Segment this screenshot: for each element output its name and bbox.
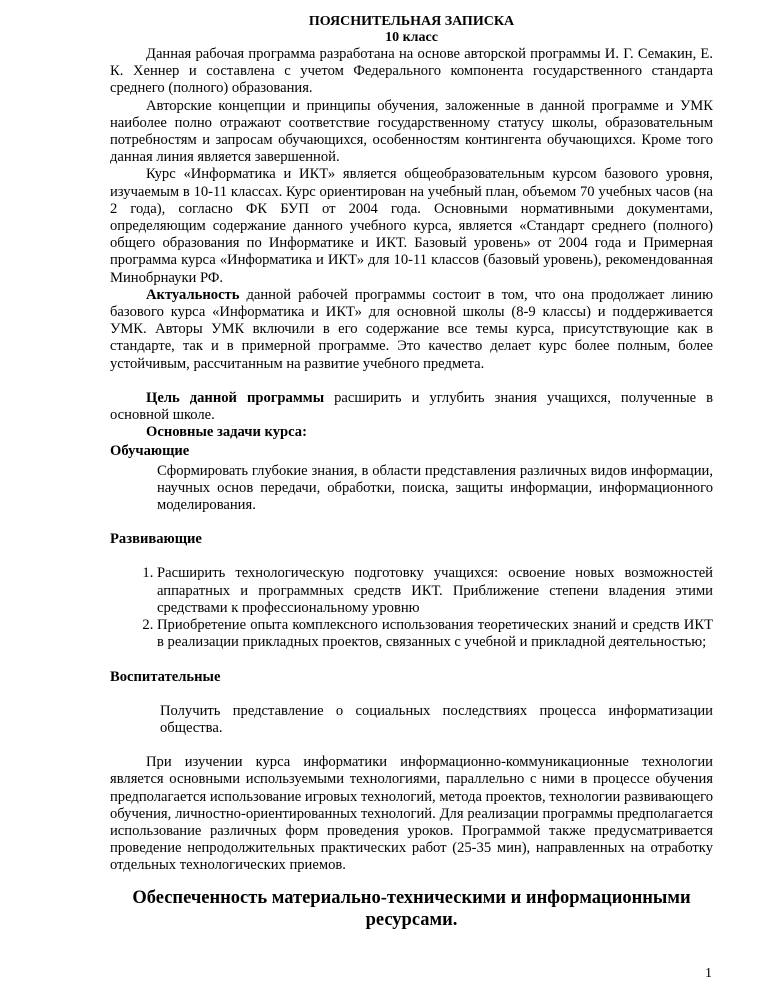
paragraph-concepts: Авторские концепции и принципы обучения, заложенные в данной программе и УМК наиболее полно отражают соответствие государственному статусу школы, образовательным потребностям и запросам обучающихся, особенностям контингента обучающихся. Кроме того данная линия является завершенной. (110, 97, 713, 166)
grade-label: 10 класс (385, 30, 438, 45)
section-teaching-text: Сформировать глубокие знания, в области представления различных видов информации, научных основ передачи, обработки, поиска, защиты информации, информационного моделирования. (157, 462, 713, 514)
relevance-text: данной рабочей программы состоит в том, что она продолжает линию базового курса «Информатика и ИКТ» для основной школы (8-9 классы) и поддерживается УМК. Авторы УМК включили в его содержание все темы курса, присутствующие как в стандарте, так и в примерной программе. Это качество делает курс более полным, более устойчивым, рассчитанным на развитие учебного предмета. (110, 286, 713, 372)
document-page (110, 14, 713, 931)
tasks-heading: Основные задачи курса: (146, 424, 307, 441)
section-developing-heading: Развивающие (110, 531, 202, 548)
goal-text: расширить и углубить знания учащихся, полученные в основной школе. (110, 389, 713, 424)
developing-list (110, 565, 713, 651)
relevance-lead: Актуальность (146, 286, 240, 303)
section-educational-heading: Воспитательные (110, 668, 221, 685)
section-educational-text: Получить представление о социальных последствиях процесса информатизации общества. (160, 702, 713, 736)
section-teaching-heading: Обучающие (110, 443, 190, 460)
paragraph-course: Курс «Информатика и ИКТ» является общеобразовательным курсом базового уровня, изучаемым в 10-11 классах. Курс ориентирован на учебный план, объемом 70 учебных часов (на 2 года), согласно ФК БУП от 2004 года. Основными нормативными документами, определяющим содержание данного учебного курса, является «Стандарт среднего (полного) общего образования по Информатике и ИКТ. Базовый уровень» от 2004 года и Примерная программа курса «Информатика и ИКТ» для 10-11 классов (базовый уровень), рекомендованная Минобрнауки РФ. (110, 166, 713, 286)
goal-lead: Цель данной программы (146, 389, 325, 406)
paragraph-technologies: При изучении курса информатики информационно-коммуникационные технологии является основными используемыми технологиями, параллельно с ними в процессе обучения предполагается использование игровых технологий, метода проектов, технологии развивающего обучения, личностно-ориентированных технологий. Для реализации программы предполагается использование различных форм проведения уроков. Программой также предусматривается проведение непродолжительных практических работ (25-35 мин), направленных на отработку отдельных технологических приемов. (110, 754, 713, 874)
list-item: 1. Расширить технологическую подготовку учащихся: освоение новых возможностей аппаратных и программных средств ИКТ. Приближение степени владения этими средствами к профессиональному уровню (157, 565, 713, 617)
paragraph-relevance (110, 287, 713, 373)
paragraph-goal (110, 390, 713, 424)
list-item: 2. Приобретение опыта комплексного использования теоретических знаний и средств ИКТ в реализации прикладных проектов, связанных с учебной и прикладной деятельностью; (157, 617, 713, 651)
paragraph-intro: Данная рабочая программа разработана на основе авторской программы И. Г. Семакин, Е. К. Хеннер и составлена с учетом Федерального компонента государственного стандарта среднего (полного) образования. (110, 46, 713, 97)
page-number: 1 (705, 966, 712, 981)
resources-heading: Обеспеченность материально-техническими и информационными ресурсами. (132, 887, 691, 930)
document-title: ПОЯСНИТЕЛЬНАЯ ЗАПИСКА (308, 14, 515, 29)
